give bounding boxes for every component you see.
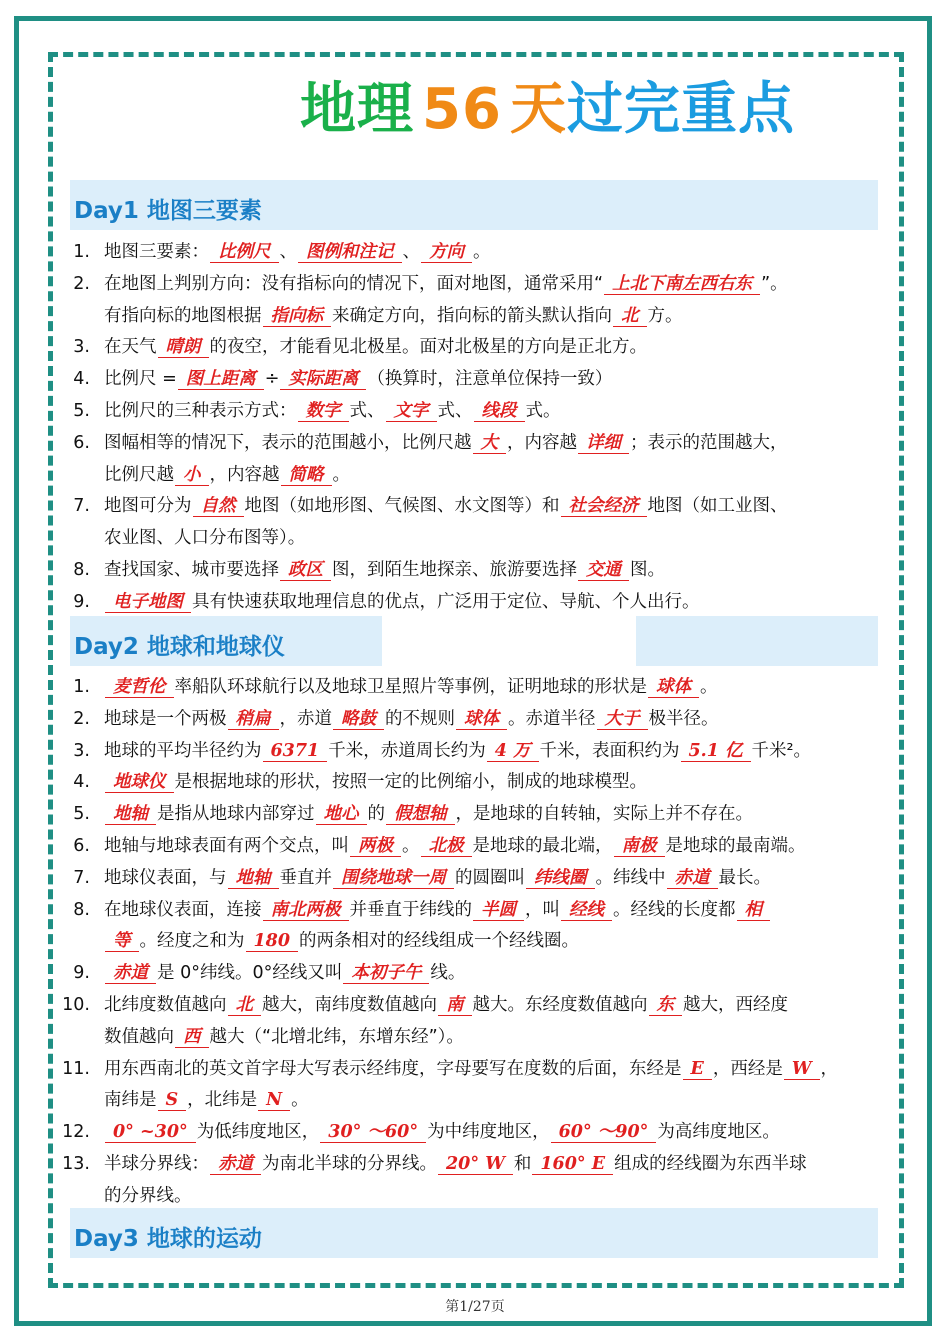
item-text: 比例尺 = xyxy=(104,369,177,390)
day2-item-line xyxy=(104,1153,807,1175)
answer-blank: 30° ～60° xyxy=(320,1122,426,1143)
answer-blank: 经线 xyxy=(561,900,612,921)
answer-blank: 电子地图 xyxy=(105,592,191,613)
item-text: 。 xyxy=(332,464,350,485)
item-text: ，内容越 xyxy=(209,464,280,485)
page-footer: 第1/27页 xyxy=(445,1299,505,1315)
day2-item-line xyxy=(104,867,771,889)
item-text: 最长。 xyxy=(718,867,771,888)
title-part-4: 过完重点 xyxy=(566,77,795,142)
item-text: 的圆圈叫 xyxy=(455,867,525,888)
day2-item-line xyxy=(104,803,753,825)
answer-blank: 160° E xyxy=(532,1154,613,1175)
answer-blank: 假想轴 xyxy=(386,804,455,825)
answer-blank: 文字 xyxy=(386,401,437,422)
item-text: ”。 xyxy=(761,273,788,294)
answer-blank: 社会经济 xyxy=(561,496,647,517)
day1-item-number: 7. xyxy=(73,496,90,517)
item-text: 来确定方向，指向标的箭头默认指向 xyxy=(332,305,612,326)
answer-blank: 地轴 xyxy=(228,868,279,889)
answer-blank: 数字 xyxy=(298,401,349,422)
day2-item-line xyxy=(104,771,647,793)
answer-blank: 球体 xyxy=(456,709,507,730)
day2-item-line xyxy=(104,1058,838,1080)
answer-blank: 赤道 xyxy=(105,963,156,984)
item-text: 地图（如工业图、 xyxy=(647,496,788,517)
answer-blank: 南极 xyxy=(614,836,665,857)
answer-blank: 稍扁 xyxy=(228,709,279,730)
answer-blank: 西 xyxy=(175,1027,209,1048)
day1-item-line xyxy=(104,559,665,581)
item-text: 率船队环球航行以及地球卫星照片等事例，证明地球的形状是 xyxy=(174,677,647,697)
day1-item-line xyxy=(104,527,305,549)
item-text: 方。 xyxy=(647,305,683,326)
item-text: 是根据地球的形状，按照一定的比例缩小，制成的地球模型。 xyxy=(174,772,647,793)
item-text: 、 xyxy=(402,242,420,262)
item-text: 和 xyxy=(513,1154,532,1174)
day1-item-number: 4. xyxy=(73,369,90,390)
answer-blank: 北 xyxy=(613,306,647,327)
item-text: 的分界线。 xyxy=(104,1185,192,1206)
answer-blank: 地球仪 xyxy=(105,772,174,793)
item-text: 的不规则 xyxy=(385,708,455,729)
answer-blank: 详细 xyxy=(578,433,629,454)
item-text: 极半径。 xyxy=(648,708,719,729)
day2-item-line xyxy=(104,994,788,1016)
item-text: 越大（“北增北纬，东增东经”）。 xyxy=(209,1026,464,1047)
item-text: 组成的经线圈为东西半球 xyxy=(614,1154,807,1174)
item-text: 用东西南北的英文首字母大写表示经纬度，字母要写在度数的后面，东经是 xyxy=(104,1058,682,1079)
day1-item-number: 6. xyxy=(73,432,90,453)
item-text: ，北纬是 xyxy=(187,1090,258,1111)
item-text: ，叫 xyxy=(525,899,560,920)
day1-item-line xyxy=(104,273,788,295)
item-text: 。纬线中 xyxy=(595,867,666,888)
item-text: 图幅相等的情况下，表示的范围越小，比例尺越 xyxy=(104,432,472,453)
day2-item-number: 2. xyxy=(73,708,90,729)
answer-blank: 麦哲伦 xyxy=(105,677,174,698)
day2-item-line xyxy=(104,708,719,730)
answer-blank: 180 xyxy=(246,931,299,952)
item-text: 的夜空，才能看见北极星。面对北极星的方向是正北方。 xyxy=(209,337,647,358)
item-text: 、 xyxy=(279,242,297,262)
item-text: 千米，表面积约为 xyxy=(539,740,680,761)
day2-item-number: 7. xyxy=(73,867,90,888)
item-text: 。 xyxy=(700,677,718,697)
item-text: 地球的平均半径约为 xyxy=(104,740,262,761)
day1-item-number: 1. xyxy=(73,242,90,262)
answer-blank: 交通 xyxy=(578,560,629,581)
item-text: 地图（如地形图、气候图、水文图等）和 xyxy=(244,496,560,517)
day1-item-number: 2. xyxy=(73,273,90,294)
answer-blank: 5.1 亿 xyxy=(681,741,751,762)
answer-blank: 大 xyxy=(473,433,507,454)
day1-item-number: 8. xyxy=(73,560,90,580)
item-text: 比例尺越 xyxy=(104,464,174,485)
item-text: （换算时，注意单位保持一致） xyxy=(367,369,613,390)
item-text: 是指从地球内部穿过 xyxy=(157,804,315,825)
item-text: 具有快速获取地理信息的优点，广泛用于定位、导航、个人出行。 xyxy=(192,591,700,612)
answer-blank: 晴朗 xyxy=(158,337,209,358)
item-text: 地图三要素： xyxy=(104,242,209,262)
answer-blank: 两极 xyxy=(350,836,401,857)
day2-heading: Day2 地球和地球仪 xyxy=(74,634,285,660)
answer-blank: 大于 xyxy=(597,709,648,730)
item-text: 在地图上判别方向：没有指标向的情况下，面对地图，通常采用“ xyxy=(104,273,604,294)
day2-item-line xyxy=(104,1026,464,1048)
item-text: 并垂直于纬线的 xyxy=(349,899,472,920)
title-part-1: 地理 xyxy=(300,77,414,142)
item-text: 数值越向 xyxy=(104,1026,174,1047)
day2-item-number: 11. xyxy=(62,1058,90,1079)
day2-item-line xyxy=(104,930,579,952)
item-text: 越大，南纬度数值越向 xyxy=(262,995,437,1015)
item-text: 比例尺的三种表示方式： xyxy=(104,401,297,421)
item-text: ；表示的范围越大， xyxy=(630,432,788,453)
day2-item-line xyxy=(104,676,718,698)
day2-item-number: 3. xyxy=(73,740,90,761)
day1-item-line xyxy=(104,336,647,358)
item-text: 。经线的长度都 xyxy=(613,899,736,920)
item-text: 在地球仪表面，连接 xyxy=(104,899,262,920)
item-text: 查找国家、城市要选择 xyxy=(104,560,279,580)
item-text: ，内容越 xyxy=(507,432,577,453)
answer-blank: 0° ~30° xyxy=(105,1122,196,1143)
answer-blank: 赤道 xyxy=(210,1154,261,1175)
item-text: 线。 xyxy=(430,963,466,984)
item-text: ，赤道 xyxy=(279,708,332,729)
day1-heading: Day1 地图三要素 xyxy=(74,198,262,224)
item-text: 式、 xyxy=(349,401,385,421)
day1-item-line xyxy=(104,241,491,263)
day1-item-line xyxy=(104,591,700,613)
answer-blank: 指向标 xyxy=(263,306,332,327)
answer-blank: 4 万 xyxy=(487,741,539,762)
answer-blank: 东 xyxy=(649,995,683,1016)
title-part-3: 天 xyxy=(509,77,567,142)
answer-blank: 上北下南左西右东 xyxy=(604,274,760,295)
answer-blank: 相 xyxy=(737,900,771,921)
answer-blank: 半圆 xyxy=(473,900,524,921)
item-text: 图，到陌生地探亲、旅游要选择 xyxy=(332,560,577,580)
answer-blank: 南 xyxy=(438,995,472,1016)
day1-item-line xyxy=(104,495,788,517)
item-text: 式、 xyxy=(437,401,473,421)
day2-item-number: 6. xyxy=(73,836,90,856)
item-text: ÷ xyxy=(264,369,280,390)
answer-blank: W xyxy=(784,1059,820,1080)
item-text: 是地球的最北端， xyxy=(472,836,613,856)
day2-item-number: 13. xyxy=(62,1154,90,1174)
day2-item-number: 12. xyxy=(62,1122,90,1143)
answer-blank: 比例尺 xyxy=(210,242,279,263)
item-text: 为低纬度地区， xyxy=(196,1122,320,1143)
answer-blank: 图例和注记 xyxy=(298,242,402,263)
answer-blank: 图上距离 xyxy=(178,369,264,390)
item-text: 地轴与地球表面有两个交点，叫 xyxy=(104,836,349,856)
item-text: 越大。东经度数值越向 xyxy=(472,995,648,1015)
item-text: 垂直并 xyxy=(279,867,332,888)
answer-blank: E xyxy=(683,1059,712,1080)
answer-blank: 南北两极 xyxy=(263,900,349,921)
day1-item-number: 3. xyxy=(73,337,90,358)
day1-item-line xyxy=(104,400,561,422)
item-text: 千米²。 xyxy=(751,740,812,761)
day2-item-number: 1. xyxy=(73,677,90,697)
answer-blank: 线段 xyxy=(474,401,525,422)
answer-blank: 政区 xyxy=(280,560,331,581)
page-title xyxy=(300,78,795,142)
item-text: 地球是一个两极 xyxy=(104,708,227,729)
answer-blank: 6371 xyxy=(263,741,328,762)
answer-blank: 本初子午 xyxy=(343,963,429,984)
day2-item-line xyxy=(104,1089,309,1111)
day1-item-line xyxy=(104,368,612,390)
day2-item-number: 9. xyxy=(73,963,90,984)
item-text: 。赤道半径 xyxy=(508,708,596,729)
answer-blank: 地轴 xyxy=(105,804,156,825)
answer-blank: 略鼓 xyxy=(333,709,384,730)
answer-blank: 方向 xyxy=(421,242,472,263)
day2-item-line xyxy=(104,835,806,857)
item-text: ，西经是 xyxy=(712,1058,783,1079)
item-text: ， xyxy=(820,1058,838,1079)
answer-blank: 纬线圈 xyxy=(526,868,595,889)
item-text: 为中纬度地区， xyxy=(427,1122,550,1143)
item-text: 。 xyxy=(291,1090,309,1111)
day2-item-number: 4. xyxy=(73,772,90,793)
item-text: 图。 xyxy=(630,560,665,580)
day2-item-number: 5. xyxy=(73,804,90,825)
answer-blank: 实际距离 xyxy=(280,369,366,390)
title-part-2: 56 xyxy=(422,77,502,142)
item-text: 。 xyxy=(402,836,420,856)
item-text: 千米，赤道周长约为 xyxy=(328,740,486,761)
item-text: 南纬是 xyxy=(104,1090,157,1111)
answer-blank: 北极 xyxy=(421,836,472,857)
day2-item-line xyxy=(104,1121,780,1143)
answer-blank: 自然 xyxy=(193,496,244,517)
answer-blank: S xyxy=(158,1090,187,1111)
day1-item-number: 5. xyxy=(73,401,90,421)
item-text: 为南北半球的分界线。 xyxy=(262,1154,437,1174)
item-text: 式。 xyxy=(525,401,561,421)
answer-blank: 20° W xyxy=(438,1154,513,1175)
item-text: 的 xyxy=(367,804,385,825)
item-text: 为高纬度地区。 xyxy=(657,1122,780,1143)
item-text: 是 0°纬线。0°经线又叫 xyxy=(157,963,343,984)
day1-item-line xyxy=(104,464,350,486)
day1-item-line xyxy=(104,432,788,454)
day2-item-number: 10. xyxy=(62,995,90,1015)
item-text: ，是地球的自转轴，实际上并不存在。 xyxy=(455,804,753,825)
day3-heading: Day3 地球的运动 xyxy=(74,1226,262,1252)
item-text: 有指向标的地图根据 xyxy=(104,305,262,326)
answer-blank: 60° ～90° xyxy=(551,1122,657,1143)
answer-blank: 等 xyxy=(105,931,139,952)
item-text: 。经度之和为 xyxy=(139,931,245,952)
item-text: 在天气 xyxy=(104,337,157,358)
answer-blank: 小 xyxy=(175,465,209,486)
day2-item-number: 8. xyxy=(73,899,90,920)
day1-item-number: 9. xyxy=(73,591,90,612)
item-text: 的两条相对的经线组成一个经线圈。 xyxy=(299,931,580,952)
item-text: 越大，西经度 xyxy=(683,995,788,1015)
answer-blank: 赤道 xyxy=(667,868,718,889)
answer-blank: 围绕地球一周 xyxy=(333,868,454,889)
answer-blank: 简略 xyxy=(281,465,332,486)
day2-item-line xyxy=(104,899,771,921)
item-text: 地球仪表面，与 xyxy=(104,867,227,888)
day2-item-line xyxy=(104,740,811,762)
item-text: 是地球的最南端。 xyxy=(665,836,806,856)
day2-item-line xyxy=(104,1185,192,1207)
item-text: 农业图、人口分布图等）。 xyxy=(104,528,306,549)
answer-blank: 北 xyxy=(228,995,262,1016)
day2-heading-band-right xyxy=(636,616,878,666)
item-text: 地图可分为 xyxy=(104,496,192,517)
day2-item-line xyxy=(104,962,465,984)
answer-blank: 球体 xyxy=(648,677,699,698)
item-text: 半球分界线： xyxy=(104,1154,209,1174)
item-text: 北纬度数值越向 xyxy=(104,995,227,1015)
day1-item-line xyxy=(104,305,683,327)
item-text: 。 xyxy=(473,242,491,262)
answer-blank: N xyxy=(258,1090,290,1111)
answer-blank: 地心 xyxy=(316,804,367,825)
